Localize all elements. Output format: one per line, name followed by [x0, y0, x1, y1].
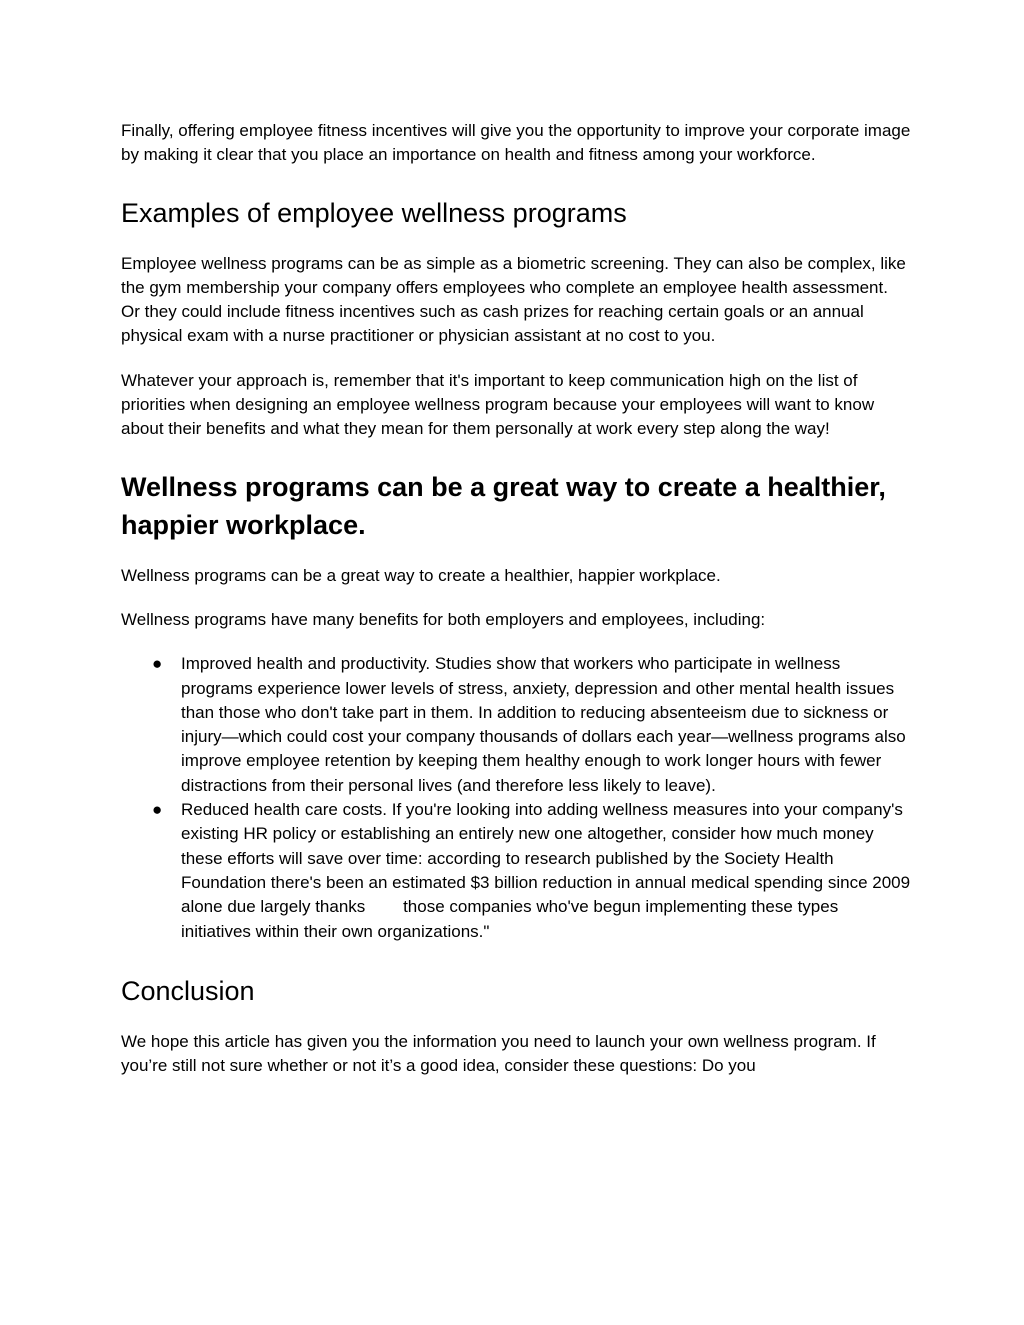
heading-examples: Examples of employee wellness programs — [121, 197, 627, 228]
list-item — [121, 652, 911, 798]
wellness-paragraph-2: Wellness programs have many benefits for both employers and employees, including: — [121, 609, 766, 629]
bullet-icon: ● — [152, 654, 163, 674]
examples-paragraph-2: Whatever your approach is, remember that it's important to keep communication high on the list of priorities when designing an employee wellness program because your employees will want to know about their benefits and what they mean for them personally at work every step along the way! — [121, 370, 875, 439]
benefits-list — [121, 652, 915, 944]
conclusion-paragraph: We hope this article has given you the information you need to launch your own wellness program. If you’re still not sure whether or not it’s a good idea, consider these questions: Do you — [121, 1031, 876, 1076]
list-item-text: Reduced health care costs. If you're looking into adding wellness measures into your company's existing HR policy or establishing an entirely new one altogether, consider how much money these efforts will save over time: according to research published by the Society Health Foundation there's been an estimated $3 billion reduction in annual medical spending since 2009 alone due largely thanks those companies who've begun implementing these types initiatives within their own organizations." — [181, 800, 915, 941]
bullet-icon: ● — [152, 800, 163, 820]
examples-paragraph-1: Employee wellness programs can be as simple as a biometric screening. They can also be complex, like the gym membership your company offers employees who complete an employee health assessment. Or they could include fitness incentives such as cash prizes for reaching certain goals or an annual physical exam with a nurse practitioner or physician assistant at no cost to you. — [121, 253, 906, 346]
wellness-paragraph-1: Wellness programs can be a great way to create a healthier, happier workplace. — [121, 565, 721, 585]
list-item — [121, 798, 915, 944]
heading-wellness: Wellness programs can be a great way to create a healthier, happier workplace. — [121, 471, 886, 540]
document-page — [121, 119, 915, 1078]
heading-conclusion: Conclusion — [121, 975, 255, 1006]
intro-paragraph: Finally, offering employee fitness incentives will give you the opportunity to improve your corporate image by making it clear that you place an importance on health and fitness among your workforce. — [121, 121, 911, 165]
list-item-text: Improved health and productivity. Studies show that workers who participate in wellness programs experience lower levels of stress, anxiety, depression and other mental health issues than those who don't take part in them. In addition to reducing absenteeism due to sickness or injury—which could cost your company thousands of dollars each year—wellness programs also improve employee retention by keeping them healthy enough to work longer hours with fewer distractions from their personal lives (and therefore less likely to leave). — [181, 654, 906, 795]
